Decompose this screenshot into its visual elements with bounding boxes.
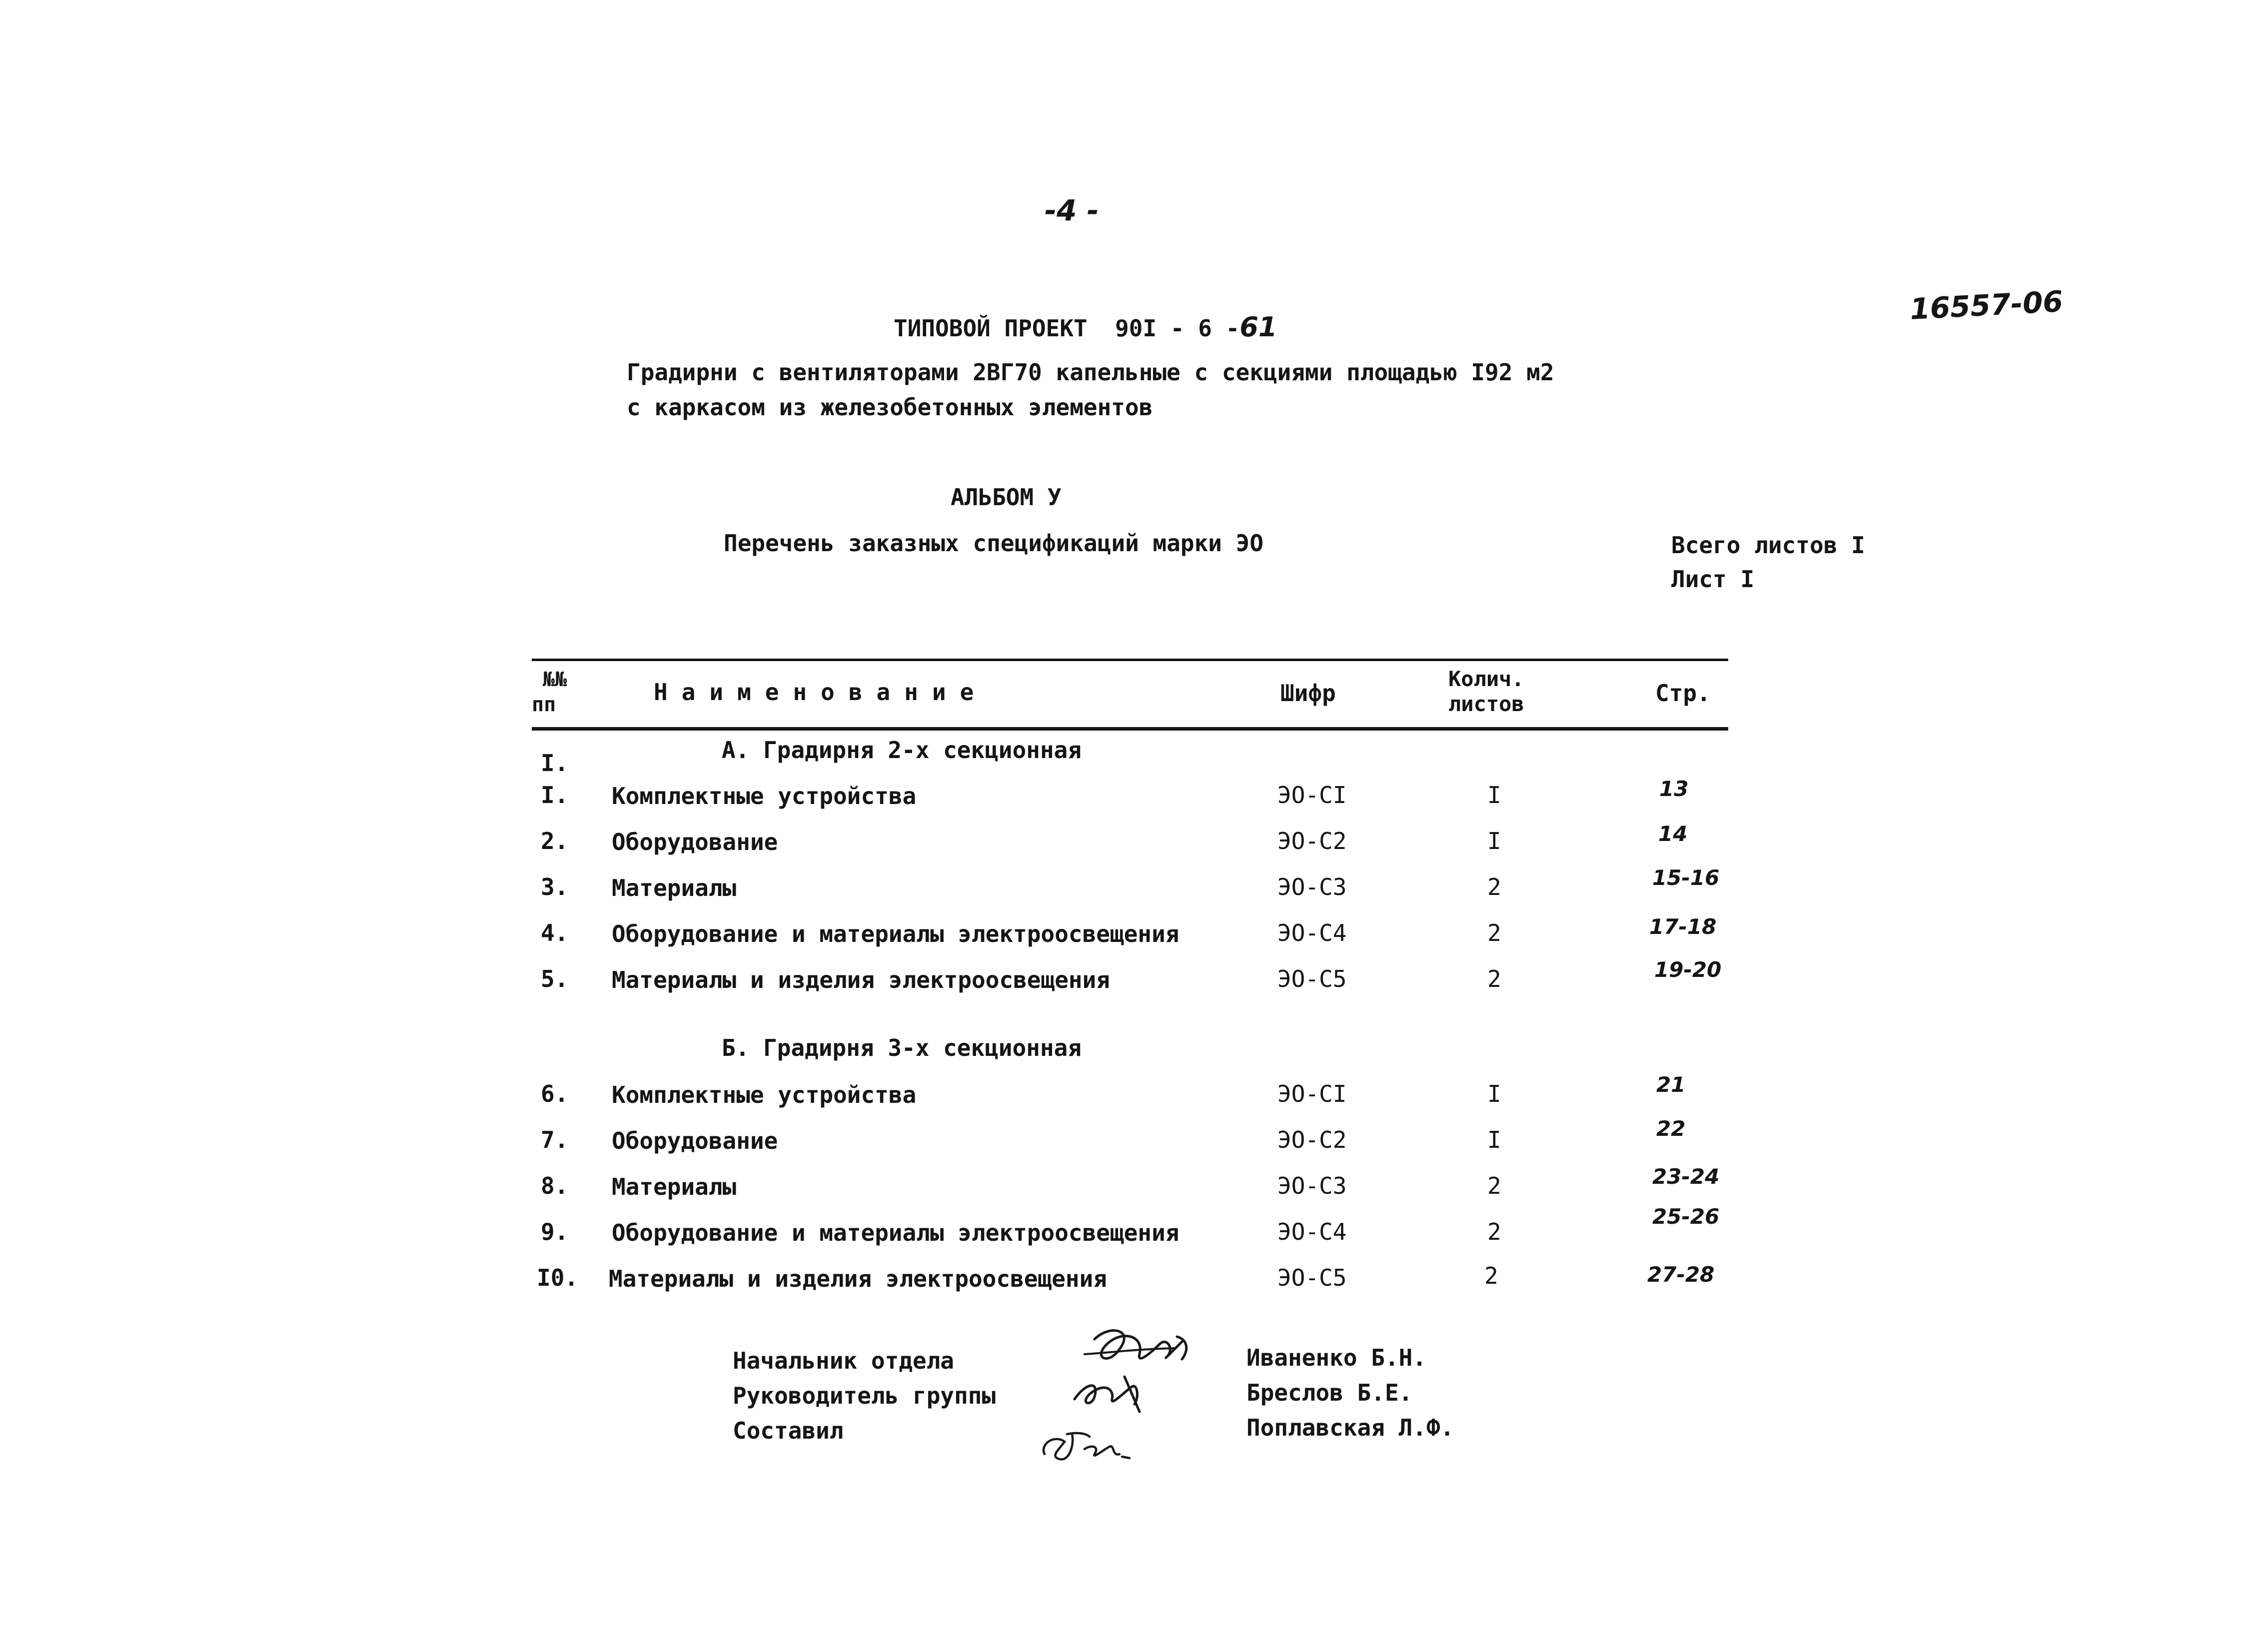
row-code: ЭО-С4 (1277, 919, 1347, 946)
page-number: -4 - (1045, 193, 1099, 227)
row-name: Материалы и изделия электроосвещения (612, 966, 1110, 993)
row-name: Материалы и изделия электроосвещения (609, 1265, 1107, 1292)
section-a-title: А. Градирня 2-х секционная (722, 737, 1082, 764)
row-qty: I (1487, 1126, 1501, 1153)
row-num: 2. (541, 827, 569, 854)
row-num: I0. (537, 1264, 579, 1291)
row-code: ЭО-С5 (1277, 965, 1347, 992)
list-title: Перечень заказных спецификаций марки ЭО (724, 530, 1264, 557)
signatory-name-lead: Бреслов Б.Е. (1246, 1379, 1413, 1406)
row-code: ЭО-СI (1277, 782, 1347, 809)
row-qty: I (1487, 1080, 1501, 1107)
row-qty: 2 (1487, 1172, 1501, 1199)
project-code (894, 311, 1277, 343)
project-title-line2: с каркасом из железобетонных элементов (627, 394, 1153, 421)
row-num: 5. (541, 965, 569, 992)
row-num: 4. (541, 919, 569, 946)
row-num: 3. (541, 873, 569, 900)
row-code: ЭО-С3 (1277, 873, 1347, 900)
row-code: ЭО-С2 (1277, 1126, 1347, 1153)
row-page: 17-18 (1649, 914, 1717, 939)
album-title: АЛЬБОМ У (951, 484, 1062, 511)
signatory-name-compiler: Поплавская Л.Ф. (1246, 1414, 1454, 1441)
header-num-line1: №№ (543, 668, 567, 691)
row-name: Комплектные устройства (612, 783, 917, 810)
row-code: ЭО-С5 (1277, 1264, 1347, 1291)
row-num: 8. (541, 1172, 569, 1199)
row-page: 15-16 (1652, 865, 1720, 890)
row-name: Оборудование (612, 828, 778, 855)
signatory-role-lead: Руководитель группы (733, 1382, 996, 1409)
row-qty: 2 (1487, 919, 1501, 946)
row-page: 22 (1656, 1116, 1686, 1141)
table-header-rule (532, 727, 1728, 731)
row-qty: I (1487, 827, 1501, 854)
row-page: 13 (1659, 777, 1689, 801)
row-qty: 2 (1487, 1218, 1501, 1245)
project-code-prefix: ТИПОВОЙ ПРОЕКТ 90I - 6 - (894, 315, 1240, 342)
row-name: Оборудование и материалы электроосвещения (612, 1219, 1179, 1246)
table-top-rule (532, 659, 1728, 661)
row-page: 21 (1656, 1072, 1686, 1097)
header-name: Наименование (654, 679, 988, 706)
sheet-number: Лист I (1671, 566, 1755, 593)
row-code: ЭО-С3 (1277, 1172, 1347, 1199)
signature-lead-icon (1065, 1369, 1164, 1414)
total-sheets: Всего листов I (1671, 532, 1865, 559)
row-page: 27-28 (1647, 1262, 1715, 1287)
header-page: Стр. (1655, 680, 1711, 707)
signatory-role-head: Начальник отдела (733, 1347, 955, 1374)
row-num: 9. (541, 1218, 569, 1245)
row-code: ЭО-С4 (1277, 1218, 1347, 1245)
section-a-num: I. (541, 750, 569, 777)
row-name: Материалы (612, 874, 737, 901)
row-name: Комплектные устройства (612, 1081, 917, 1108)
row-num: 6. (541, 1080, 569, 1107)
signature-compiler-icon (1030, 1419, 1139, 1474)
header-code: Шифр (1280, 680, 1336, 707)
header-qty-line2: листов (1448, 692, 1524, 716)
row-page: 19-20 (1654, 957, 1722, 982)
row-qty: I (1487, 782, 1501, 809)
row-page: 25-26 (1652, 1204, 1720, 1229)
project-title-line1: Градирни с вентиляторами 2ВГ70 капельные с секциями площадью I92 м2 (627, 359, 1554, 386)
row-name: Оборудование (612, 1127, 778, 1154)
row-name: Оборудование и материалы электроосвещения (612, 920, 1179, 947)
section-b-title: Б. Градирня 3-х секционная (722, 1034, 1082, 1061)
row-qty: 2 (1484, 1262, 1498, 1289)
header-qty-line1: Колич. (1448, 667, 1524, 691)
row-code: ЭО-СI (1277, 1080, 1347, 1107)
row-code: ЭО-С2 (1277, 827, 1347, 854)
signatory-name-head: Иваненко Б.Н. (1246, 1344, 1427, 1371)
row-name: Материалы (612, 1173, 737, 1200)
project-code-suffix: 61 (1239, 311, 1277, 343)
archive-number: 16557-06 (1909, 284, 2064, 326)
row-qty: 2 (1487, 873, 1501, 900)
row-page: 14 (1658, 822, 1688, 846)
header-num-line2: пп (532, 693, 556, 716)
signatory-role-compiler: Составил (733, 1417, 844, 1444)
row-num: I. (541, 782, 569, 809)
row-page: 23-24 (1652, 1164, 1720, 1189)
row-qty: 2 (1487, 965, 1501, 992)
row-num: 7. (541, 1126, 569, 1153)
